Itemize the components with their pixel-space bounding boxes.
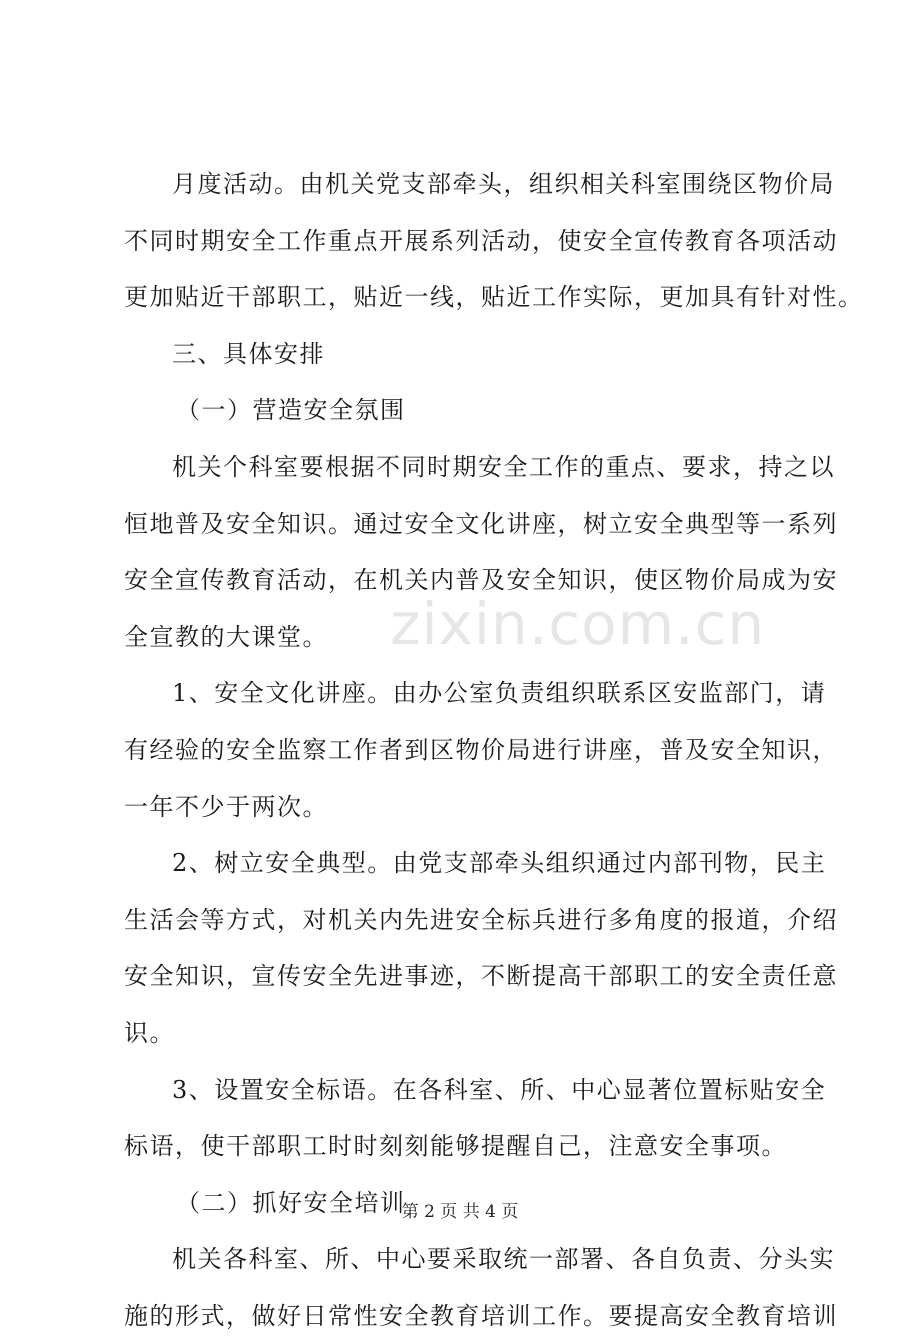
subsection-heading: （二）抓好安全培训 [176,1188,406,1217]
body-line: 恒地普及安全知识。通过安全文化讲座，树立安全典型等一系列 [124,509,838,538]
body-line: 1、安全文化讲座。由办公室负责组织联系区安监部门，请 [172,679,827,708]
body-line: 不同时期安全工作重点开展系列活动，使安全宣传教育各项活动 [124,226,838,255]
body-line: 2、树立安全典型。由党支部牵头组织通过内部刊物，民主 [172,849,827,878]
subsection-heading: （一）营造安全氛围 [176,396,406,425]
page-footer: 第 2 页 共 4 页 [401,1202,519,1222]
body-line: 月度活动。由机关党支部牵头，组织相关科室围绕区物价局 [172,170,835,198]
body-line: 安全宣传教育活动，在机关内普及安全知识，使区物价局成为安 [124,566,838,595]
body-line: 更加贴近干部职工，贴近一线，贴近工作实际，更加具有针对性。 [124,283,864,312]
section-heading: 三、具体安排 [172,339,325,368]
body-line: 标语，使干部职工时时刻刻能够提醒自己，注意安全事项。 [124,1132,787,1161]
document-body [124,156,864,1344]
body-line: 3、设置安全标语。在各科室、所、中心显著位置标贴安全 [172,1075,827,1104]
body-line: 机关个科室要根据不同时期安全工作的重点、要求，持之以 [172,452,835,481]
body-line: 有经验的安全监察工作者到区物价局进行讲座，普及安全知识， [124,735,838,764]
body-line: 一年不少于两次。 [124,792,328,821]
body-line: 识。 [124,1018,175,1047]
body-line: 安全知识，宣传安全先进事迹，不断提高干部职工的安全责任意 [124,962,838,991]
body-line: 全宣教的大课堂。 [124,622,328,651]
body-line: 施的形式，做好日常性安全教育培训工作。要提高安全教育培训 [124,1301,838,1330]
watermark: zixin.com.cn [390,590,766,658]
body-line: 生活会等方式，对机关内先进安全标兵进行多角度的报道，介绍 [124,905,838,934]
body-line: 机关各科室、所、中心要采取统一部署、各自负责、分头实 [172,1245,835,1274]
